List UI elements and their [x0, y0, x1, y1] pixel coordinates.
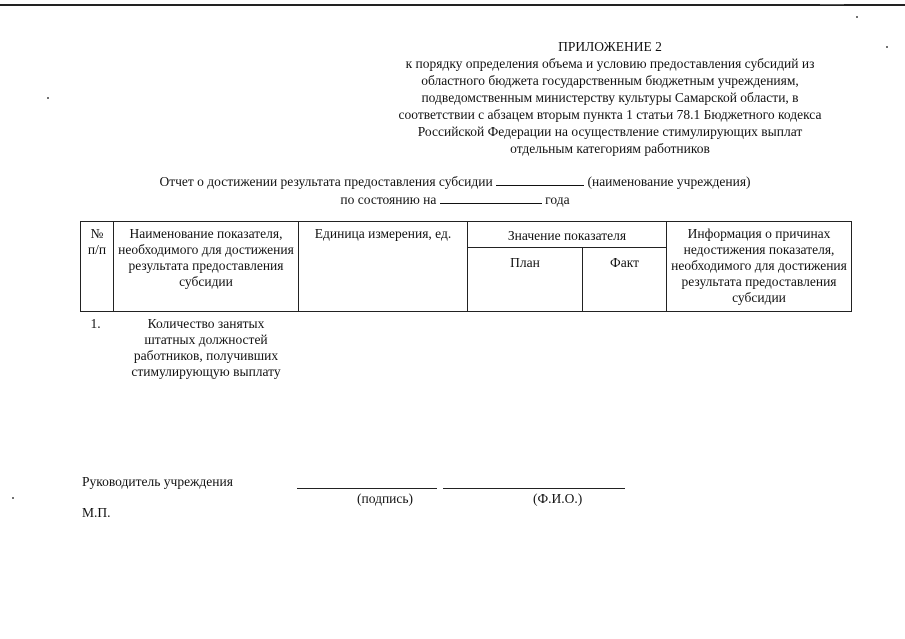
- stamp-place-label: М.П.: [82, 505, 111, 520]
- appendix-line: отдельным категориям работников: [510, 141, 710, 156]
- scan-speck: [12, 497, 14, 499]
- appendix-line: к порядку определения объема и условию предоставления субсидий из: [405, 56, 815, 71]
- appendix-line: соответствии с абзацем вторым пункта 1 статьи 78.1 Бюджетного кодекса: [398, 107, 822, 122]
- top-border-line: [0, 0, 905, 6]
- signature-caption: (подпись): [357, 491, 414, 506]
- scan-speck: [856, 16, 858, 18]
- appendix-line: областного бюджета государственным бюджетным учреждениям,: [421, 73, 799, 88]
- header-unit: Единица измерения, ед.: [299, 222, 468, 312]
- row-unit[interactable]: [299, 312, 468, 385]
- row-fact[interactable]: [583, 312, 667, 385]
- year-label: года: [545, 192, 570, 207]
- table-row: [81, 312, 852, 385]
- scan-speck: [47, 97, 49, 99]
- report-title-line1: [100, 172, 810, 190]
- header-reason-info: Информация о причинах недостижения показателя, необходимого для достижения результата предоставления субсидии: [667, 222, 852, 312]
- row-number: 1.: [90, 316, 101, 331]
- full-name-caption: (Ф.И.О.): [533, 491, 583, 506]
- header-plan: План: [468, 248, 583, 312]
- scan-speck: [886, 46, 888, 48]
- appendix-title: ПРИЛОЖЕНИЕ 2: [558, 39, 662, 54]
- as-of-label: по состоянию на: [340, 192, 437, 207]
- header-indicator-name: Наименование показателя, необходимого для достижения результата предоставления субсидии: [114, 222, 299, 312]
- full-name-line[interactable]: [443, 488, 625, 489]
- row-indicator-name: Количество занятых штатных должностей работников, получивших стимулирующую выплату: [131, 316, 281, 379]
- report-title-text: Отчет о достижении результата предоставления субсидии: [159, 174, 493, 189]
- header-fact: Факт: [583, 248, 667, 312]
- row-reason-info[interactable]: [667, 312, 852, 385]
- date-blank-field[interactable]: [440, 190, 542, 204]
- institution-caption: (наименование учреждения): [587, 174, 751, 189]
- appendix-header: [360, 38, 860, 157]
- indicator-table: [80, 221, 852, 384]
- top-border-fragment: [820, 4, 844, 5]
- report-title: [100, 172, 810, 208]
- header-indicator-value: Значение показателя: [468, 222, 667, 248]
- row-plan[interactable]: [468, 312, 583, 385]
- signature-line[interactable]: [297, 488, 437, 489]
- head-of-institution-label: Руководитель учреждения: [82, 474, 233, 489]
- appendix-line: подведомственным министерству культуры Самарской области, в: [421, 90, 799, 105]
- header-number: № п/п: [81, 222, 114, 312]
- report-title-line2: [100, 190, 810, 208]
- appendix-line: Российской Федерации на осуществление стимулирующих выплат: [417, 124, 803, 139]
- subsidy-blank-field[interactable]: [496, 172, 584, 186]
